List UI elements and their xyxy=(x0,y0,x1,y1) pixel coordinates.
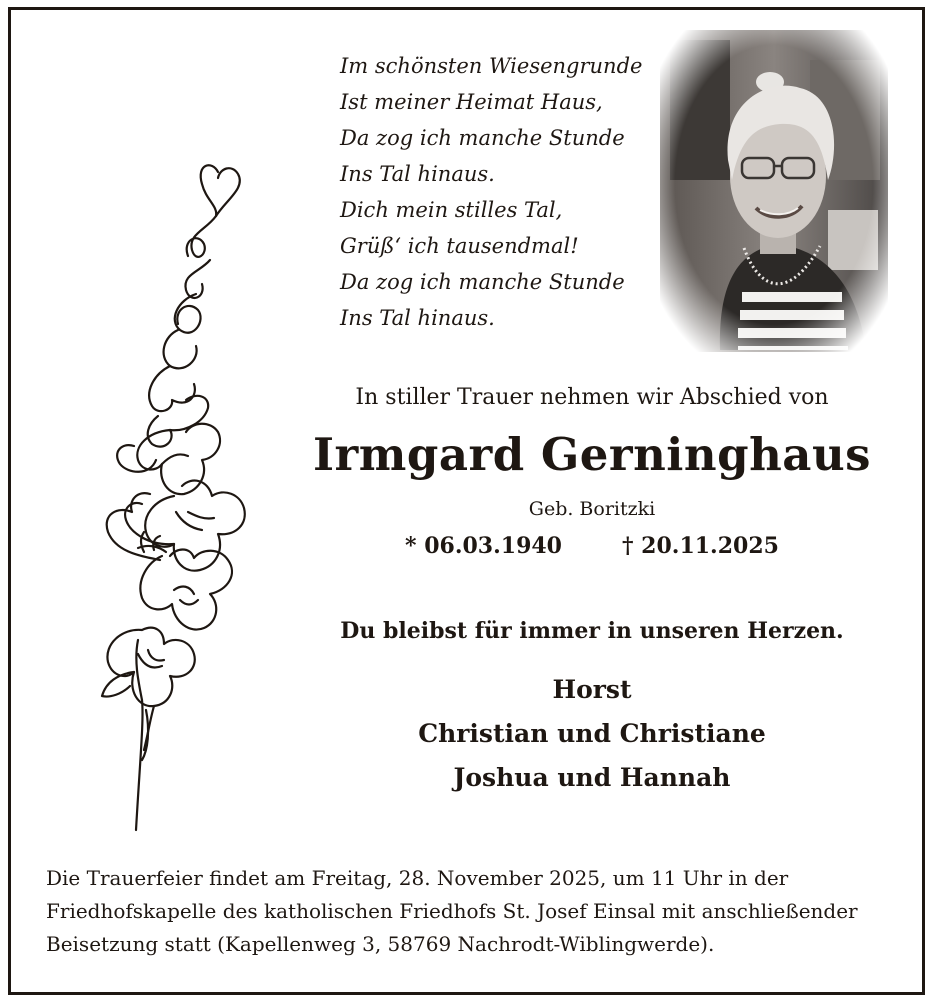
notice-line: Friedhofskapelle des katholischen Friedhofs St. Josef Einsal mit anschließender xyxy=(46,899,858,923)
portrait-photo xyxy=(660,30,888,352)
mourner: Horst xyxy=(552,675,632,704)
gladiolus-line-drawing xyxy=(78,160,253,835)
mourner: Christian und Christiane xyxy=(418,719,766,748)
poem-line: Da zog ich manche Stunde xyxy=(340,270,625,294)
poem-line: Im schönsten Wiesengrunde xyxy=(340,54,643,78)
birth-date: * 06.03.1940 xyxy=(405,533,562,559)
birth-name: Geb. Boritzki xyxy=(528,498,656,520)
memorial-motto: Du bleibst für immer in unseren Herzen. xyxy=(340,618,844,644)
poem-line: Da zog ich manche Stunde xyxy=(340,126,625,150)
notice-line: Beisetzung statt (Kapellenweg 3, 58769 Nachrodt-Wiblingwerde). xyxy=(46,932,715,956)
poem-line: Ins Tal hinaus. xyxy=(340,306,495,330)
poem-line: Ins Tal hinaus. xyxy=(340,162,495,186)
poem-line: Grüß‘ ich tausendmal! xyxy=(340,234,579,258)
mourners-list xyxy=(290,668,894,800)
deceased-name: Irmgard Gerninghaus xyxy=(312,428,872,481)
poem-line: Ist meiner Heimat Haus, xyxy=(340,90,603,114)
notice-line: Die Trauerfeier findet am Freitag, 28. November 2025, um 11 Uhr in der xyxy=(46,866,789,890)
death-date: † 20.11.2025 xyxy=(622,533,779,559)
poem-line: Dich mein stilles Tal, xyxy=(340,198,563,222)
life-dates xyxy=(290,533,894,559)
farewell-intro: In stiller Trauer nehmen wir Abschied von xyxy=(355,385,829,410)
poem xyxy=(340,48,642,336)
portrait-illustration xyxy=(660,30,888,352)
mourner: Joshua und Hannah xyxy=(453,763,731,792)
funeral-notice xyxy=(46,862,906,961)
